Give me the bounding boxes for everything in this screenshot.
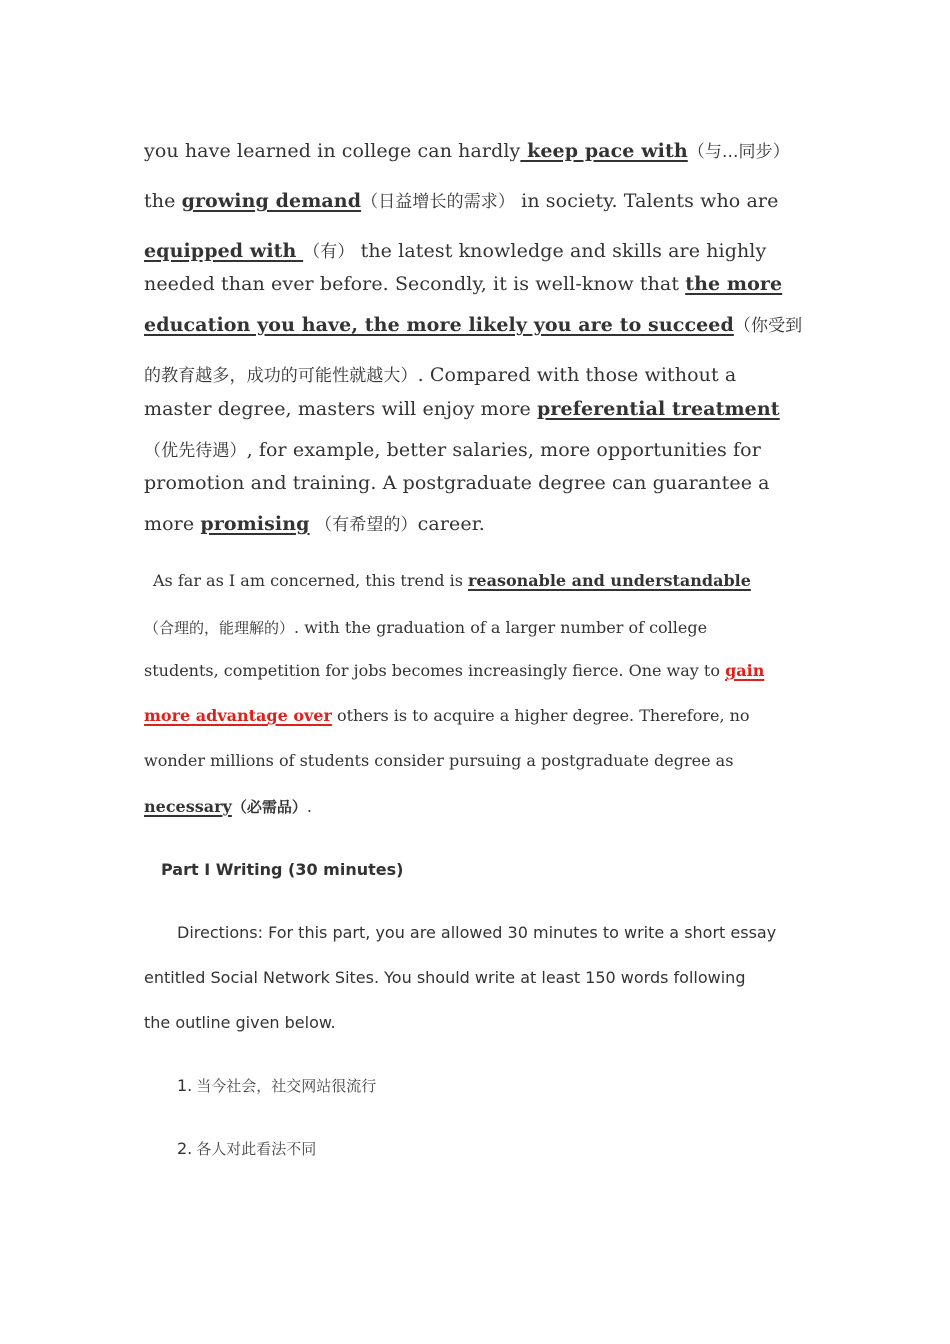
p1-line-6: 的教育越多，成功的可能性就越大）. Compared with those without a	[144, 364, 737, 386]
keyword-more-advantage-over: more advantage over	[144, 706, 332, 725]
p2-line-5: wonder millions of students consider pursuing a postgraduate degree as	[144, 751, 734, 770]
p1-line-1: you have learned in college can hardly keep pace with（与...同步）	[144, 140, 790, 162]
keyword-equipped-with: equipped with	[144, 240, 304, 262]
directions-line-3: the outline given below.	[144, 1013, 336, 1032]
p2-line-1: As far as I am concerned, this trend is reasonable and understandable	[153, 571, 751, 590]
p2-line-4: more advantage over others is to acquire a higher degree. Therefore, no	[144, 706, 750, 725]
p1-line-10: more promising （有希望的）career.	[144, 513, 485, 535]
directions-line-2: entitled Social Network Sites. You should write at least 150 words following	[144, 968, 746, 987]
keyword-preferential-treatment: preferential treatment	[537, 398, 780, 420]
keyword-the-more: the more	[685, 273, 783, 295]
p2-line-6: necessary（必需品）.	[144, 797, 312, 816]
p1-line-7: master degree, masters will enjoy more preferential treatment	[144, 398, 780, 420]
p1-line-5: education you have, the more likely you are to succeed（你受到	[144, 314, 803, 336]
p2-line-3: students, competition for jobs becomes increasingly fierce. One way to gain	[144, 661, 765, 680]
outline-item-2: 2. 各人对此看法不同	[177, 1139, 317, 1158]
keyword-necessary: necessary	[144, 797, 232, 816]
p2-line-2: （合理的，能理解的）. with the graduation of a larger number of college	[144, 618, 708, 637]
p1-line-2: the growing demand（日益增长的需求） in society. Talents who are	[144, 190, 779, 212]
p1-line-3: equipped with （有） the latest knowledge and skills are highly	[144, 240, 767, 262]
keyword-gain: gain	[725, 661, 765, 680]
keyword-promising: promising	[200, 513, 310, 535]
directions-line-1: Directions: For this part, you are allowed 30 minutes to write a short essay	[177, 923, 777, 942]
outline-item-1: 1. 当今社会，社交网站很流行	[177, 1076, 377, 1095]
p1-line-9: promotion and training. A postgraduate degree can guarantee a	[144, 472, 770, 494]
keyword-keep-pace-with: keep pace with	[520, 140, 688, 162]
p1-line-8: （优先待遇）, for example, better salaries, more opportunities for	[144, 439, 761, 461]
keyword-education-succeed: education you have, the more likely you are to succeed	[144, 314, 734, 336]
section-heading: Part I Writing (30 minutes)	[161, 860, 404, 879]
keyword-growing-demand: growing demand	[181, 190, 362, 212]
p1-line-4: needed than ever before. Secondly, it is well-know that the more	[144, 273, 783, 295]
keyword-reasonable-understandable: reasonable and understandable	[468, 571, 751, 590]
